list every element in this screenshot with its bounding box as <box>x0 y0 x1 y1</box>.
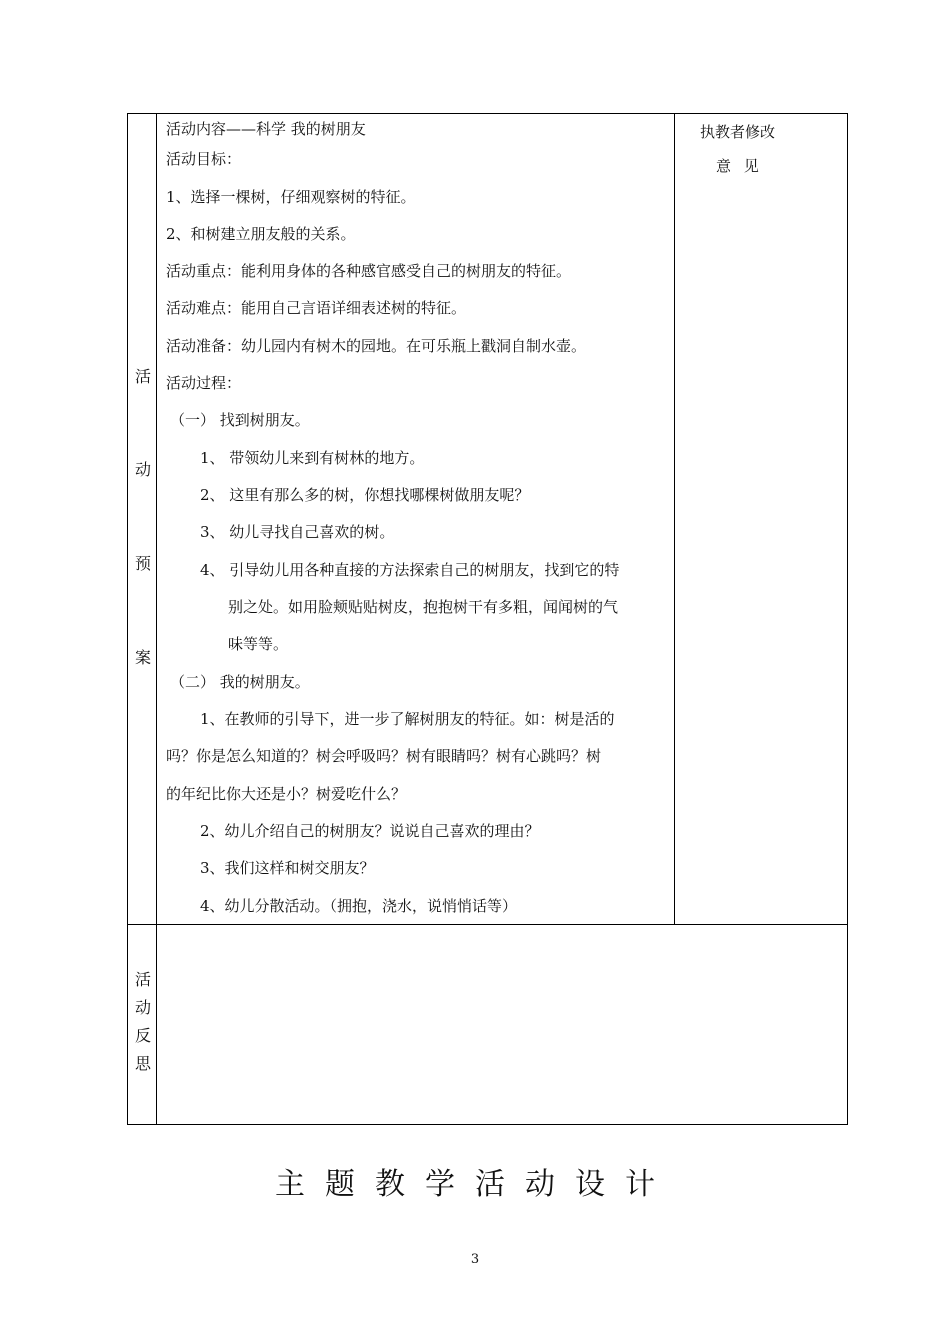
content-line: 吗？你是怎么知道的？树会呼吸吗？树有眼睛吗？树有心跳吗？树 <box>166 747 602 765</box>
table-top-border <box>127 113 848 114</box>
content-line: 的年纪比你大还是小？树爱吃什么？ <box>166 785 407 803</box>
reflection-label-char-3: 反 <box>135 1026 152 1045</box>
page-number: 3 <box>470 1252 480 1267</box>
content-line: （一） 找到树朋友。 <box>170 411 310 429</box>
content-line: 活动准备：幼儿园内有树木的园地。在可乐瓶上戳洞自制水壶。 <box>166 337 587 355</box>
activity-plan-label-char-4: 案 <box>135 648 152 667</box>
table-bottom-border <box>127 1124 848 1125</box>
content-line: 1、 带领幼儿来到有树林的地方。 <box>200 449 425 467</box>
teacher-revision-header: 执教者修改 <box>700 123 776 141</box>
content-line: 3、 幼儿寻找自己喜欢的树。 <box>200 523 395 541</box>
activity-plan-label-char-3: 预 <box>135 554 152 573</box>
content-line: 别之处。如用脸颊贴贴树皮，抱抱树干有多粗，闻闻树的气 <box>228 598 619 616</box>
table-right-border <box>847 113 848 1125</box>
content-line: 活动过程： <box>166 374 242 392</box>
content-line: （二） 我的树朋友。 <box>170 673 310 691</box>
table-label-divider <box>156 113 157 1125</box>
content-line: 2、和树建立朋友般的关系。 <box>166 225 356 243</box>
content-line: 活动难点：能用自己言语详细表述树的特征。 <box>166 299 467 317</box>
content-line: 1、选择一棵树，仔细观察树的特征。 <box>166 188 416 206</box>
teacher-revision-header-opinion: 意 见 <box>716 157 763 175</box>
content-line: 味等等。 <box>228 635 289 653</box>
content-line: 1、在教师的引导下，进一步了解树朋友的特征。如：树是活的 <box>200 710 615 728</box>
table-notes-divider <box>674 113 675 925</box>
reflection-label-char-2: 动 <box>135 998 152 1017</box>
table-middle-border <box>127 924 848 925</box>
content-line: 活动内容——科学 我的树朋友 <box>166 120 366 138</box>
table-left-border <box>127 113 128 1125</box>
content-line: 2、幼儿介绍自己的树朋友？说说自己喜欢的理由？ <box>200 822 540 840</box>
document-title: 主题教学活动设计 <box>275 1167 675 1202</box>
content-line: 活动目标： <box>166 150 242 168</box>
content-line: 活动重点：能利用身体的各种感官感受自己的树朋友的特征。 <box>166 262 572 280</box>
content-line: 4、 引导幼儿用各种直接的方法探索自己的树朋友，找到它的特 <box>200 561 620 579</box>
content-line: 3、我们这样和树交朋友？ <box>200 859 375 877</box>
content-line: 2、 这里有那么多的树，你想找哪棵树做朋友呢？ <box>200 486 530 504</box>
activity-plan-label-char-1: 活 <box>135 367 152 386</box>
reflection-label-char-1: 活 <box>135 970 152 989</box>
activity-plan-label-char-2: 动 <box>135 460 152 479</box>
reflection-label-char-4: 思 <box>135 1054 152 1073</box>
content-line: 4、幼儿分散活动。（拥抱，浇水，说悄悄话等） <box>200 897 518 915</box>
